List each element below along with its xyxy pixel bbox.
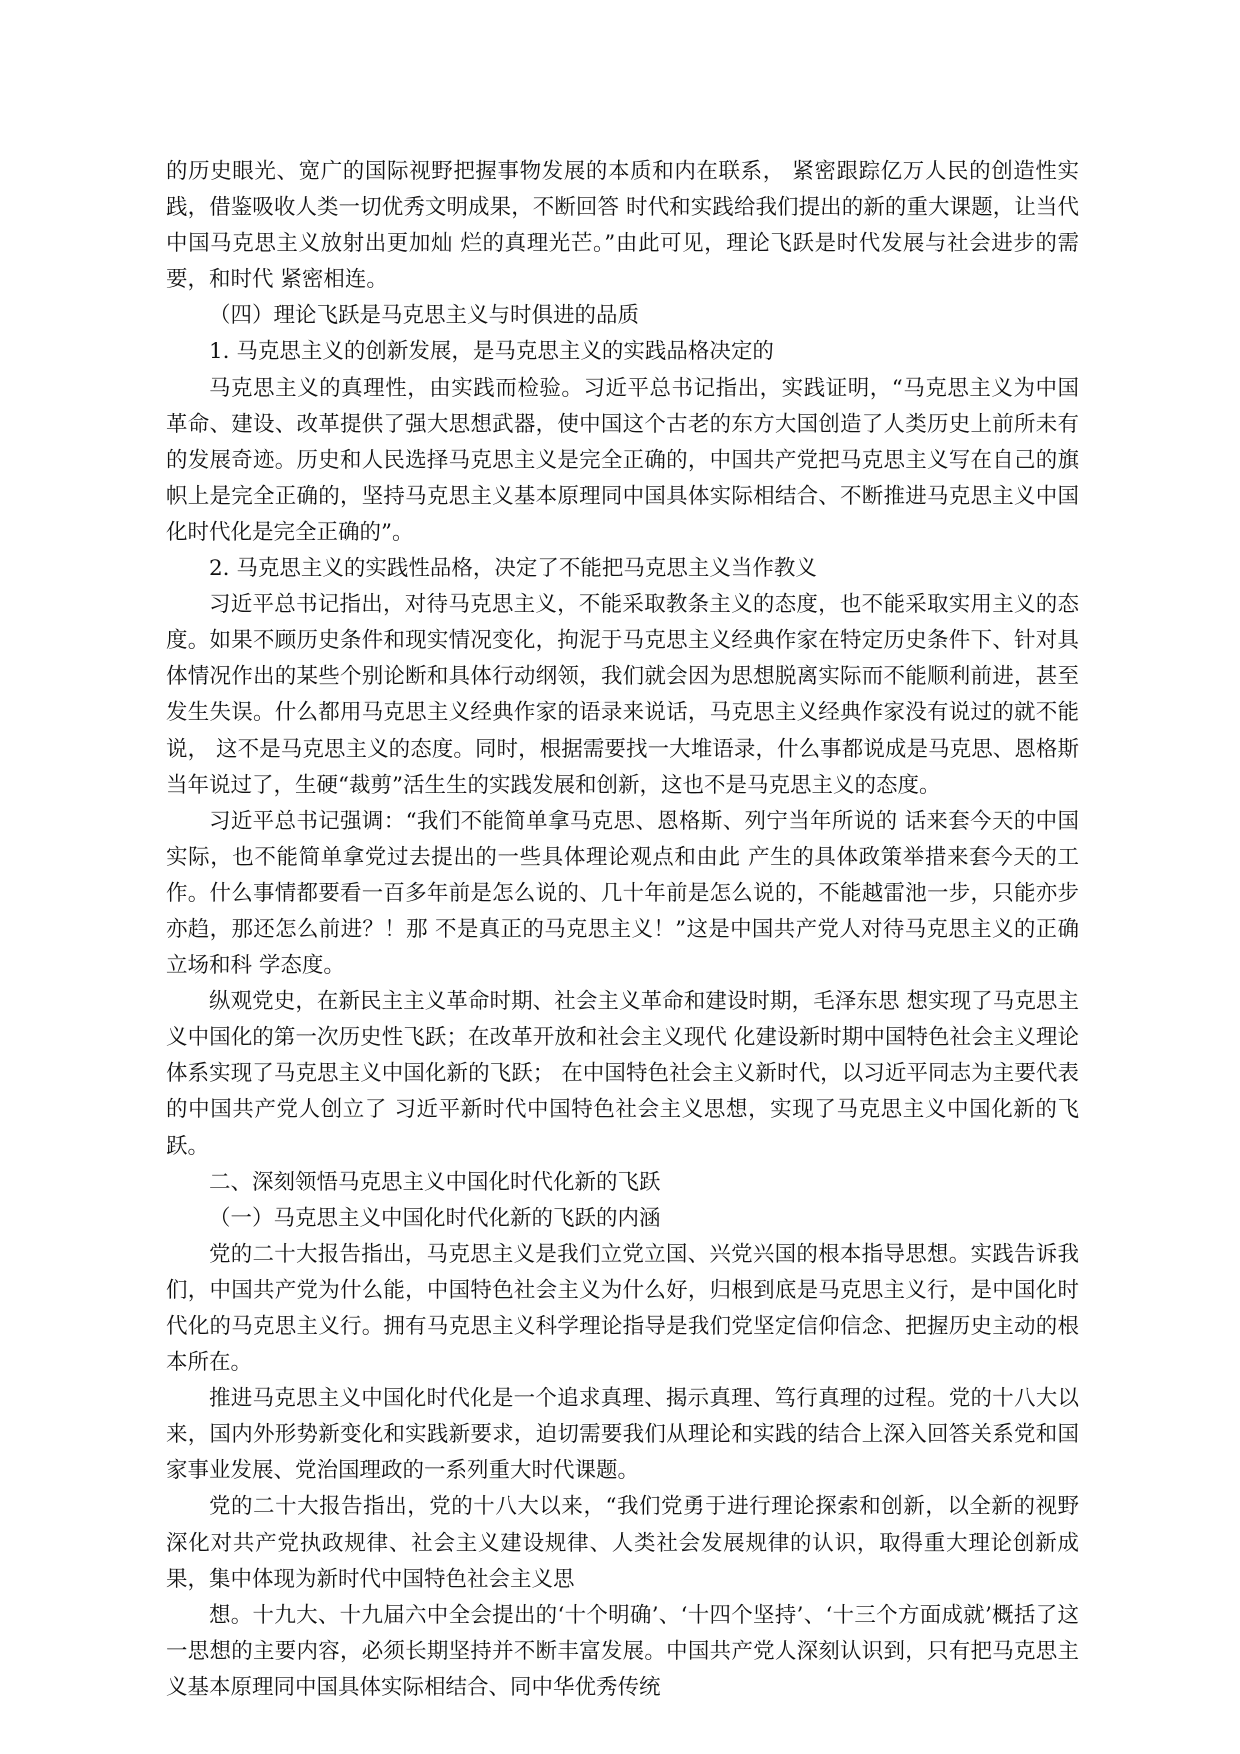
section-heading: （一）马克思主义中国化时代化新的飞跃的内涵 [209, 1205, 661, 1231]
paragraph: 的历史眼光、宽广的国际视野把握事物发展的本质和内在联系， 紧密跟踪亿万人民的创造性实践，借鉴吸收人类一切优秀文明成果，不断回答 时代和实践给我们提出的新的重大课题，让当代中国马克思主义放射出更加灿 烂的真理光芒。”由此可见，理论飞跃是时代发展与社会进步的需要，和时代 紧密相连。 [166, 159, 1079, 293]
paragraph: 推进马克思主义中国化时代化是一个追求真理、揭示真理、笃行真理的过程。党的十八大以来，国内外形势新变化和实践新要求，迫切需要我们从理论和实践的结合上深入回答关系党和国家事业发展、党治国理政的一系列重大时代课题。 [166, 1386, 1079, 1484]
paragraph: 想。十九大、十九届六中全会提出的‘十个明确’、‘十四个坚持’、‘十三个方面成就’概括了这一思想的主要内容，必须长期坚持并不断丰富发展。中国共产党人深刻认识到，只有把马克思主义基本原理同中国具体实际相结合、同中华优秀传统 [166, 1602, 1079, 1700]
paragraph: 习近平总书记指出，对待马克思主义，不能采取教条主义的态度，也不能采取实用主义的态度。如果不顾历史条件和现实情况变化，拘泥于马克思主义经典作家在特定历史条件下、针对具体情况作出的某些个别论断和具体行动纲领，我们就会因为思想脱离实际而不能顺利前进，甚至发生失误。什么都用马克思主义经典作家的语录来说话，马克思主义经典作家没有说过的就不能说， 这不是马克思主义的态度。同时，根据需要找一大堆语录，什么事都说成是马克思、恩格斯当年说过了，生硬“裁剪”活生生的实践发展和创新，这也不是马克思主义的态度。 [166, 592, 1079, 798]
section-heading: （四）理论飞跃是马克思主义与时俱进的品质 [209, 303, 640, 329]
subsection-heading: 1. 马克思主义的创新发展，是马克思主义的实践品格决定的 [209, 339, 774, 365]
chapter-heading: 二、深刻领悟马克思主义中国化时代化新的飞跃 [209, 1169, 661, 1195]
subsection-heading: 2. 马克思主义的实践性品格，决定了不能把马克思主义当作教义 [209, 556, 817, 582]
paragraph: 马克思主义的真理性，由实践而检验。习近平总书记指出，实践证明，“马克思主义为中国革命、建设、改革提供了强大思想武器，使中国这个古老的东方大国创造了人类历史上前所未有的发展奇迹。历史和人民选择马克思主义是完全正确的，中国共产党把马克思主义写在自己的旗帜上是完全正确的，坚持马克思主义基本原理同中国具体实际相结合、不断推进马克思主义中国化时代化是完全正确的”。 [166, 375, 1079, 545]
paragraph: 党的二十大报告指出，党的十八大以来，“我们党勇于进行理论探索和创新，以全新的视野深化对共产党执政规律、社会主义建设规律、人类社会发展规律的认识，取得重大理论创新成果，集中体现为新时代中国特色社会主义思 [166, 1494, 1079, 1592]
paragraph: 习近平总书记强调：“我们不能简单拿马克思、恩格斯、列宁当年所说的 话来套今天的中国实际，也不能简单拿党过去提出的一些具体理论观点和由此 产生的具体政策举措来套今天的工作。什么事情都要看一百多年前是怎么说的、几十年前是怎么说的，不能越雷池一步，只能亦步亦趋，那还怎么前进？！那 不是真正的马克思主义！”这是中国共产党人对待马克思主义的正确立场和科 学态度。 [166, 808, 1079, 979]
paragraph: 党的二十大报告指出，马克思主义是我们立党立国、兴党兴国的根本指导思想。实践告诉我们，中国共产党为什么能，中国特色社会主义为什么好，归根到底是马克思主义行，是中国化时代化的马克思主义行。拥有马克思主义科学理论指导是我们党坚定信仰信念、把握历史主动的根本所在。 [166, 1241, 1079, 1376]
document-page [166, 154, 1079, 1706]
paragraph: 纵观党史，在新民主主义革命时期、社会主义革命和建设时期，毛泽东思 想实现了马克思主义中国化的第一次历史性飞跃；在改革开放和社会主义现代 化建设新时期中国特色社会主义理论体系实现了马克思主义中国化新的飞跃； 在中国特色社会主义新时代，以习近平同志为主要代表的中国共产党人创立了 习近平新时代中国特色社会主义思想，实现了马克思主义中国化新的飞跃。 [166, 989, 1079, 1159]
